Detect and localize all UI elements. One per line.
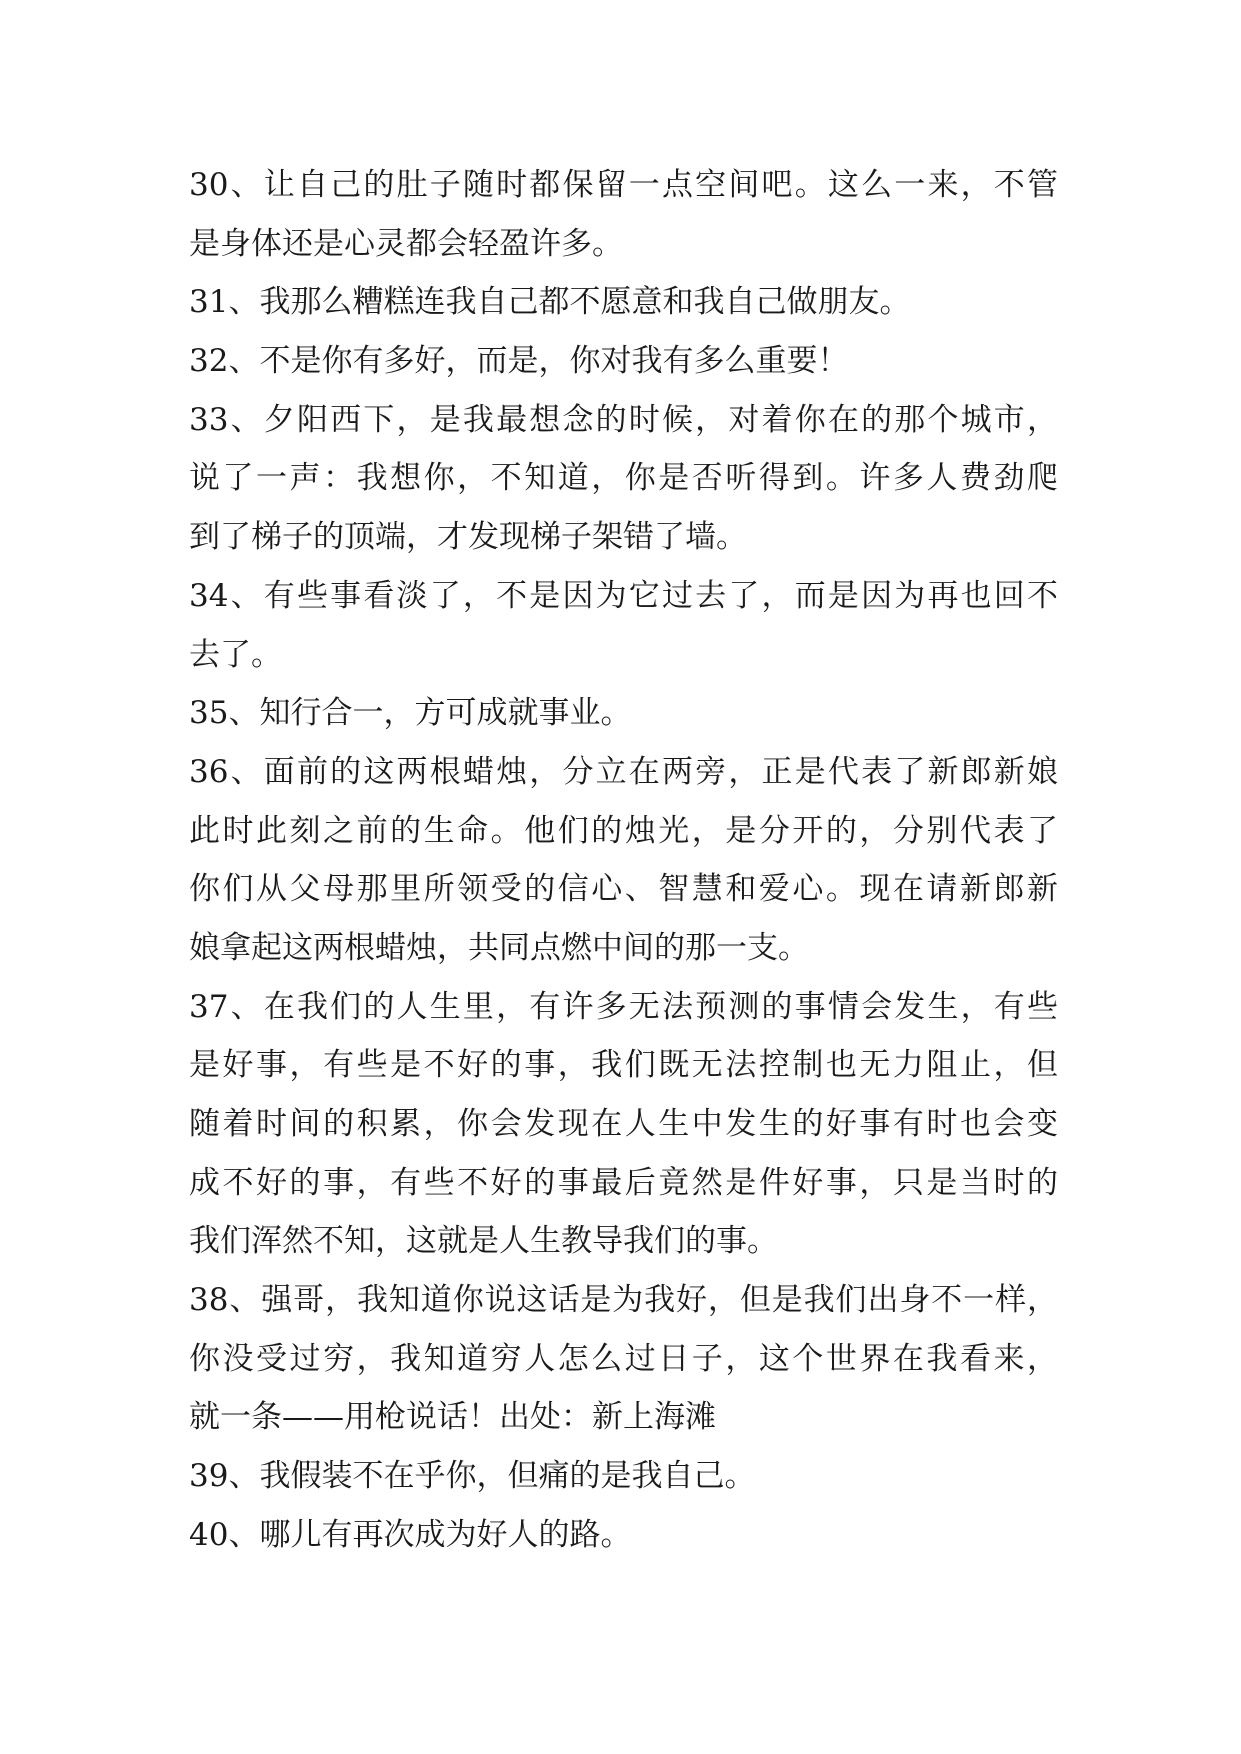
entry-line: 去了。 (189, 636, 282, 673)
quote-list (189, 156, 1058, 1565)
entry-line: 30、让自己的肚子随时都保留一点空间吧。这么一来，不管 (189, 167, 1058, 203)
entry-31 (189, 273, 1058, 332)
entry-line: 39、我假装不在乎你，但痛的是我自己。 (189, 1458, 756, 1495)
entry-36 (189, 743, 1058, 978)
entry-line: 此时此刻之前的生命。他们的烛光，是分开的，分别代表了 (189, 812, 1058, 849)
entry-line: 你们从父母那里所领受的信心、智慧和爱心。现在请新郎新 (189, 871, 1058, 908)
entry-line: 你没受过穷，我知道穷人怎么过日子，这个世界在我看来， (189, 1340, 1058, 1377)
entry-30 (189, 156, 1058, 273)
entry-line: 到了梯子的顶端，才发现梯子架错了墙。 (189, 519, 747, 556)
entry-32 (189, 332, 1058, 391)
entry-line: 随着时间的积累，你会发现在人生中发生的好事有时也会变 (189, 1106, 1058, 1142)
entry-line: 37、在我们的人生里，有许多无法预测的事情会发生，有些 (189, 988, 1058, 1025)
entry-line: 36、面前的这两根蜡烛，分立在两旁，正是代表了新郎新娘 (189, 753, 1058, 790)
entry-line: 娘拿起这两根蜡烛，共同点燃中间的那一支。 (189, 929, 809, 966)
entry-33 (189, 391, 1058, 567)
entry-line: 34、有些事看淡了，不是因为它过去了，而是因为再也回不 (189, 577, 1058, 614)
entry-line: 我们浑然不知，这就是人生教导我们的事。 (189, 1223, 778, 1260)
entry-34 (189, 567, 1058, 684)
entry-39 (189, 1447, 1058, 1506)
entry-40 (189, 1506, 1058, 1565)
entry-line: 说了一声：我想你，不知道，你是否听得到。许多人费劲爬 (189, 460, 1058, 497)
entry-38 (189, 1271, 1058, 1447)
entry-line: 是好事，有些是不好的事，我们既无法控制也无力阻止，但 (189, 1047, 1058, 1084)
entry-35 (189, 684, 1058, 743)
entry-line: 是身体还是心灵都会轻盈许多。 (189, 225, 623, 262)
entry-line: 31、我那么糟糕连我自己都不愿意和我自己做朋友。 (189, 284, 911, 321)
entry-line: 就一条——用枪说话！出处：新上海滩 (189, 1399, 716, 1436)
entry-line: 33、夕阳西下，是我最想念的时候，对着你在的那个城市， (189, 401, 1058, 438)
entry-line: 40、哪儿有再次成为好人的路。 (189, 1516, 632, 1553)
entry-line: 38、强哥，我知道你说这话是为我好，但是我们出身不一样， (189, 1282, 1058, 1319)
entry-line: 成不好的事，有些不好的事最后竟然是件好事，只是当时的 (189, 1164, 1058, 1201)
entry-line: 35、知行合一，方可成就事业。 (189, 695, 632, 732)
entry-37 (189, 978, 1058, 1271)
entry-line: 32、不是你有多好，而是，你对我有多么重要！ (189, 343, 849, 380)
